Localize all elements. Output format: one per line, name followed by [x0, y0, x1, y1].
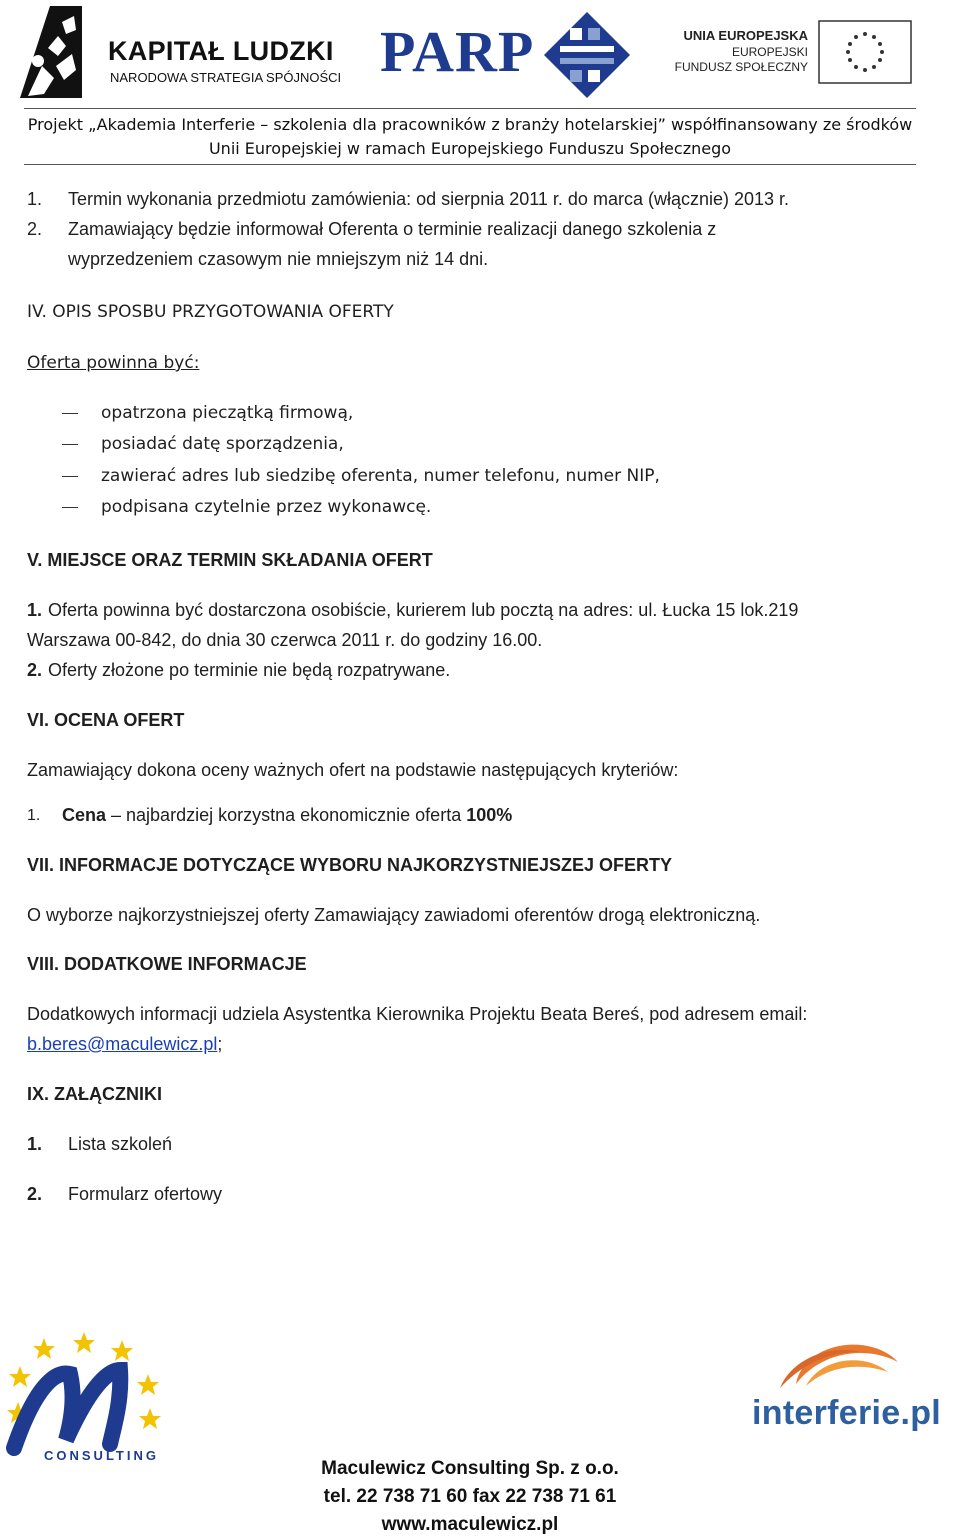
section-5-p1-number: 1.: [27, 600, 43, 620]
m-consulting-emblem-icon: [4, 1330, 164, 1462]
parp-emblem-icon: [542, 10, 632, 100]
eu-logo: [674, 18, 914, 86]
footer-phone: tel. 22 738 71 60 fax 22 738 71 61: [323, 1486, 617, 1507]
interferie-wordmark: interferie.pl: [752, 1394, 942, 1432]
contact-email-link[interactable]: b.beres@maculewicz.pl: [27, 1034, 218, 1054]
dash-bullet-icon: [62, 476, 78, 477]
section-5-heading: V. MIEJSCE ORAZ TERMIN SKŁADANIA OFERT: [27, 550, 433, 570]
dash-bullet-icon: [62, 413, 78, 414]
offer-requirement-item: zawierać adres lub siedzibę oferenta, numer telefonu, numer NIP,: [101, 466, 660, 486]
section-4-intro: Oferta powinna być:: [27, 353, 200, 373]
criterion: [62, 800, 512, 830]
offer-requirement-item: opatrzona pieczątką firmową,: [101, 403, 354, 423]
terms-item-2-number: 2.: [27, 219, 43, 239]
eu-line-2: EUROPEJSKI: [731, 45, 808, 59]
section-7-heading: VII. INFORMACJE DOTYCZĄCE WYBORU NAJKORZYSTNIEJSZEJ OFERTY: [27, 855, 673, 875]
section-5-p2: Oferty złożone po terminie nie będą rozpatrywane.: [48, 660, 451, 680]
terms-item-1: Termin wykonania przedmiotu zamówienia: od sierpnia 2011 r. do marca (włącznie) 2013 r.: [68, 189, 790, 209]
section-8-text: Dodatkowych informacji udziela Asystentka Kierownika Projektu Beata Bereś, pod adresem email:: [27, 1004, 808, 1024]
criterion-weight: 100%: [466, 805, 513, 825]
parp-wordmark: PARP: [380, 19, 535, 84]
section-4-heading: IV. OPIS SPOSBU PRZYGOTOWANIA OFERTY: [27, 302, 394, 322]
section-6-heading: VI. OCENA OFERT: [27, 710, 185, 730]
interferie-logo: [740, 1322, 958, 1442]
kapital-ludzki-emblem-icon: [20, 6, 90, 101]
attachment-item: Formularz ofertowy: [68, 1184, 223, 1204]
attachment-number: 1.: [27, 1134, 43, 1154]
footer-company: Maculewicz Consulting Sp. z o.o.: [321, 1458, 619, 1479]
section-8-heading: VIII. DODATKOWE INFORMACJE: [27, 954, 307, 974]
attachment-number: 2.: [27, 1184, 43, 1204]
terms-item-2-line-1: Zamawiający będzie informował Oferenta o terminie realizacji danego szkolenia z: [68, 219, 717, 239]
kapital-ludzki-title: KAPITAŁ LUDZKI: [108, 36, 334, 66]
contact-email-suffix: ;: [217, 1034, 223, 1054]
terms-item-2-line-2: wyprzedzeniem czasowym nie mniejszym niż 14 dni.: [68, 249, 489, 269]
criterion-number: 1.: [27, 807, 41, 824]
attachment-item: Lista szkoleń: [68, 1134, 173, 1154]
kapital-ludzki-logo: [20, 6, 340, 101]
criterion-description: – najbardziej korzystna ekonomicznie oferta: [106, 805, 467, 825]
section-7-text: O wyborze najkorzystniejszej oferty Zamawiający zawiadomi oferentów drogą elektroniczną.: [27, 905, 761, 925]
kapital-ludzki-subtitle: NARODOWA STRATEGIA SPÓJNOŚCI: [110, 70, 342, 85]
footer-website[interactable]: www.maculewicz.pl: [381, 1514, 559, 1535]
dash-bullet-icon: [62, 444, 78, 445]
parp-logo: [380, 10, 632, 102]
m-consulting-wordmark: CONSULTING: [44, 1448, 159, 1462]
offer-requirement-item: posiadać datę sporządzenia,: [101, 434, 344, 454]
section-9-heading: IX. ZAŁĄCZNIKI: [27, 1084, 162, 1104]
project-banner: [24, 108, 916, 165]
offer-requirement-item: podpisana czytelnie przez wykonawcę.: [101, 497, 432, 517]
dash-bullet-icon: [62, 507, 78, 508]
criterion-name: Cena: [62, 805, 107, 825]
eu-line-3: FUNDUSZ SPOŁECZNY: [674, 60, 808, 74]
section-5-p2-number: 2.: [27, 660, 43, 680]
project-line-2: Unii Europejskiej w ramach Europejskiego Funduszu Społecznego: [208, 139, 732, 158]
m-consulting-logo: [4, 1330, 164, 1462]
interferie-sun-icon: [740, 1322, 958, 1392]
section-6-intro: Zamawiający dokona oceny ważnych ofert na podstawie następujących kryteriów:: [27, 760, 679, 780]
contact-email-line: [27, 1029, 222, 1059]
section-5-p1-line-2: Warszawa 00-842, do dnia 30 czerwca 2011 r. do godziny 16.00.: [27, 630, 543, 650]
eu-flag-icon: [818, 20, 912, 84]
terms-item-1-number: 1.: [27, 189, 43, 209]
project-line-1: Projekt „Akademia Interferie – szkolenia dla pracowników z branży hotelarskiej” współfinansowany ze środków: [27, 115, 913, 134]
section-5-p1-line-1: Oferta powinna być dostarczona osobiście, kurierem lub pocztą na adres: ul. Łucka 15 lok.219: [48, 600, 799, 620]
eu-line-1: UNIA EUROPEJSKA: [683, 28, 808, 43]
